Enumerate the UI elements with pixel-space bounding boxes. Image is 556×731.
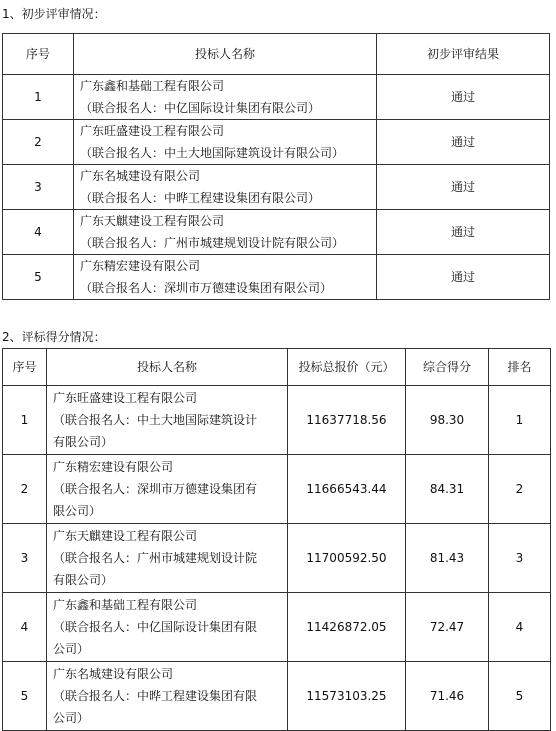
cell-no: 3 <box>3 524 47 593</box>
cell-no: 5 <box>3 255 74 300</box>
cell-score: 84.31 <box>406 455 489 524</box>
cell-bidder <box>74 120 377 165</box>
header-cell-price: 投标总报价（元） <box>288 349 406 386</box>
cell-no: 1 <box>3 386 47 455</box>
cell-price: 11700592.50 <box>288 524 406 593</box>
table-row <box>3 120 550 165</box>
bidder-partner-line2: 有限公司） <box>53 435 114 449</box>
cell-price: 11666543.44 <box>288 455 406 524</box>
bidder-name: 广东旺盛建设工程有限公司 <box>80 124 225 138</box>
table-row <box>3 455 551 524</box>
table-header-row <box>3 349 551 386</box>
cell-bidder <box>47 524 288 593</box>
cell-result: 通过 <box>377 210 550 255</box>
cell-no: 4 <box>3 210 74 255</box>
section-title-preliminary-review: 1、初步评审情况： <box>2 7 106 21</box>
cell-score: 71.46 <box>406 662 489 731</box>
bidder-partner-line2: 有限公司） <box>53 573 114 587</box>
cell-price: 11573103.25 <box>288 662 406 731</box>
bidder-name: 广东天麒建设工程有限公司 <box>53 529 198 543</box>
cell-result: 通过 <box>377 255 550 300</box>
bidder-name: 广东精宏建设有限公司 <box>80 259 201 273</box>
table-row <box>3 165 550 210</box>
scoring-table <box>2 348 551 731</box>
cell-bidder <box>47 662 288 731</box>
bidder-name: 广东天麒建设工程有限公司 <box>80 214 225 228</box>
bidder-name: 广东名城建设有限公司 <box>80 169 201 183</box>
header-cell-score: 综合得分 <box>406 349 489 386</box>
table-row <box>3 524 551 593</box>
cell-result: 通过 <box>377 165 550 210</box>
bidder-partner: （联合报名人：中晔工程建设集团有限公司） <box>80 191 321 205</box>
cell-rank: 3 <box>489 524 551 593</box>
bidder-name: 广东旺盛建设工程有限公司 <box>53 391 198 405</box>
header-cell-no: 序号 <box>3 34 74 75</box>
bidder-partner-line1: （联合报名人：中晔工程建设集团有限 <box>53 689 258 703</box>
cell-bidder <box>74 255 377 300</box>
header-cell-bidder: 投标人名称 <box>47 349 288 386</box>
cell-price: 11426872.05 <box>288 593 406 662</box>
bidder-partner: （联合报名人：深圳市万德建设集团有限公司） <box>80 281 333 295</box>
table-row <box>3 662 551 731</box>
bidder-partner: （联合报名人：广州市城建规划设计院有限公司） <box>80 236 345 250</box>
cell-score: 81.43 <box>406 524 489 593</box>
cell-bidder <box>74 75 377 120</box>
bidder-partner-line1: （联合报名人：中土大地国际建筑设计 <box>53 413 258 427</box>
bidder-partner-line2: 公司） <box>53 711 90 725</box>
cell-result: 通过 <box>377 120 550 165</box>
bidder-partner-line2: 限公司） <box>53 504 102 518</box>
table-row <box>3 593 551 662</box>
bidder-name: 广东鑫和基础工程有限公司 <box>53 598 198 612</box>
bidder-partner-line1: （联合报名人：中亿国际设计集团有限 <box>53 620 258 634</box>
cell-bidder <box>47 455 288 524</box>
bidder-name: 广东名城建设有限公司 <box>53 667 174 681</box>
cell-bidder <box>47 386 288 455</box>
cell-rank: 4 <box>489 593 551 662</box>
cell-bidder <box>74 165 377 210</box>
cell-score: 98.30 <box>406 386 489 455</box>
cell-score: 72.47 <box>406 593 489 662</box>
cell-bidder <box>74 210 377 255</box>
cell-no: 1 <box>3 75 74 120</box>
cell-no: 2 <box>3 455 47 524</box>
header-cell-result: 初步评审结果 <box>377 34 550 75</box>
bidder-partner: （联合报名人：中土大地国际建筑设计有限公司） <box>80 146 345 160</box>
table-row <box>3 75 550 120</box>
bidder-partner-line2: 公司） <box>53 642 90 656</box>
preliminary-review-table <box>2 33 550 300</box>
table-row <box>3 255 550 300</box>
cell-no: 3 <box>3 165 74 210</box>
cell-rank: 1 <box>489 386 551 455</box>
table-row <box>3 210 550 255</box>
bidder-name: 广东鑫和基础工程有限公司 <box>80 79 225 93</box>
cell-bidder <box>47 593 288 662</box>
section-title-scoring: 2、评标得分情况： <box>2 330 106 344</box>
cell-result: 通过 <box>377 75 550 120</box>
bidder-partner: （联合报名人：中亿国际设计集团有限公司） <box>80 101 321 115</box>
cell-price: 11637718.56 <box>288 386 406 455</box>
cell-no: 4 <box>3 593 47 662</box>
cell-rank: 2 <box>489 455 551 524</box>
cell-rank: 5 <box>489 662 551 731</box>
bidder-partner-line1: （联合报名人：深圳市万德建设集团有 <box>53 482 258 496</box>
table-row <box>3 386 551 455</box>
header-cell-rank: 排名 <box>489 349 551 386</box>
bidder-partner-line1: （联合报名人：广州市城建规划设计院 <box>53 551 258 565</box>
table-header-row <box>3 34 550 75</box>
bidder-name: 广东精宏建设有限公司 <box>53 460 174 474</box>
header-cell-bidder: 投标人名称 <box>74 34 377 75</box>
cell-no: 5 <box>3 662 47 731</box>
header-cell-no: 序号 <box>3 349 47 386</box>
cell-no: 2 <box>3 120 74 165</box>
